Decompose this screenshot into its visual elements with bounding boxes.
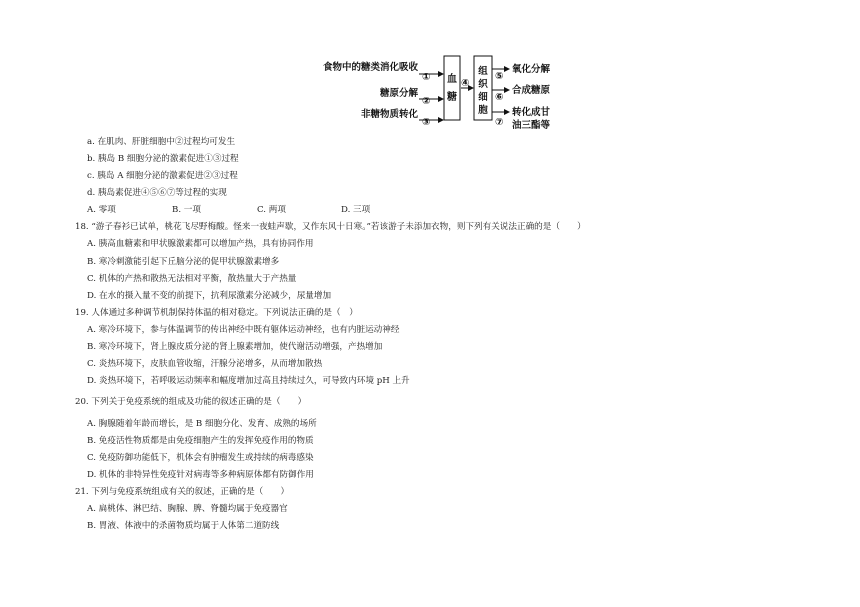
- q20-stem: 20. 下列关于免疫系统的组成及功能的叙述正确的是（ ）: [75, 397, 307, 407]
- output-label-oxidation: 氧化分解: [512, 64, 551, 75]
- q17-option-a: A. 零项: [87, 205, 116, 215]
- statement-a: a. 在肌肉、肝脏细胞中②过程均可发生: [87, 137, 236, 147]
- q21-option-b: B. 胃液、体液中的杀菌物质均属于人体第二道防线: [87, 521, 280, 531]
- q21-option-a: A. 扁桃体、淋巴结、胸腺、脾、脊髓均属于免疫器官: [87, 504, 288, 514]
- q19-option-d: D. 炎热环境下，若呼吸运动频率和幅度增加过高且持续过久，可导致内环境 pH 上升: [87, 376, 410, 386]
- input-num-1: ①: [422, 72, 431, 83]
- input-num-3: ③: [422, 117, 431, 128]
- statement-c: c. 胰岛 A 细胞分泌的激素促进②③过程: [87, 171, 238, 181]
- q18-option-a: A. 胰高血糖素和甲状腺激素都可以增加产热，具有协同作用: [87, 239, 314, 249]
- input-label-nonsugar: 非糖物质转化: [360, 109, 418, 120]
- q18-option-d: D. 在水的摄入量不变的前提下，抗利尿激素分泌减少，尿量增加: [87, 291, 332, 301]
- middle-num: ④: [461, 78, 470, 89]
- blood-glucose-char-1: 血: [447, 74, 457, 85]
- input-label-glycogen: 糖原分解: [379, 88, 418, 99]
- blood-glucose-diagram: [0, 0, 860, 140]
- statement-b: b. 胰岛 B 细胞分泌的激素促进①③过程: [87, 154, 239, 164]
- output-num-6: ⑥: [495, 92, 504, 103]
- tissue-cell-char-2: 织: [478, 79, 488, 90]
- tissue-cell-char-4: 胞: [478, 105, 488, 116]
- output-num-7: ⑦: [495, 117, 504, 128]
- q18-stem: 18. “游子春衫已试单，桃花飞尽野梅酸。怪来一夜蛙声歇，又作东风十日寒。”若该游子未添加衣物，则下列有关说法正确的是（ ）: [75, 222, 586, 232]
- output-label-convert-1: 转化成甘: [512, 107, 551, 118]
- q21-stem: 21. 下列与免疫系统组成有关的叙述，正确的是（ ）: [75, 487, 290, 497]
- q19-option-a: A. 寒冷环境下，参与体温调节的传出神经中既有躯体运动神经，也有内脏运动神经: [87, 325, 400, 335]
- tissue-cell-char-1: 组: [478, 66, 488, 77]
- q17-option-d: D. 三项: [341, 205, 371, 215]
- q20-option-b: B. 免疫活性物质都是由免疫细胞产生的发挥免疫作用的物质: [87, 436, 314, 446]
- blood-glucose-char-2: 糖: [447, 92, 457, 103]
- statement-d: d. 胰岛素促进④⑤⑥⑦等过程的实现: [87, 188, 227, 198]
- tissue-cell-char-3: 细: [478, 92, 488, 103]
- output-label-glycogen: 合成糖原: [512, 85, 551, 96]
- q19-stem: 19. 人体通过多种调节机制保持体温的相对稳定。下列说法正确的是（ ）: [75, 308, 358, 318]
- blood-glucose-box: [444, 56, 460, 120]
- q18-option-c: C. 机体的产热和散热无法相对平衡，散热量大于产热量: [87, 274, 297, 284]
- q20-option-a: A. 胸腺随着年龄而增长，是 B 细胞分化、发育、成熟的场所: [87, 419, 317, 429]
- q19-option-c: C. 炎热环境下，皮肤血管收缩，汗腺分泌增多，从而增加散热: [87, 359, 323, 369]
- input-label-food: 食物中的糖类消化吸收: [322, 62, 418, 73]
- q19-option-b: B. 寒冷环境下，肾上腺皮质分泌的肾上腺素增加，使代谢活动增强，产热增加: [87, 342, 383, 352]
- q20-option-c: C. 免疫防御功能低下，机体会有肿瘤发生或持续的病毒感染: [87, 453, 314, 463]
- q18-option-b: B. 寒冷刺激能引起下丘脑分泌的促甲状腺激素增多: [87, 257, 280, 267]
- q20-option-d: D. 机体的非特异性免疫针对病毒等多种病原体都有防御作用: [87, 470, 314, 480]
- input-num-2: ②: [422, 96, 431, 107]
- q17-option-c: C. 两项: [257, 205, 286, 215]
- q17-option-b: B. 一项: [172, 205, 201, 215]
- output-label-convert-2: 油三酯等: [512, 120, 551, 131]
- output-num-5: ⑤: [495, 71, 504, 82]
